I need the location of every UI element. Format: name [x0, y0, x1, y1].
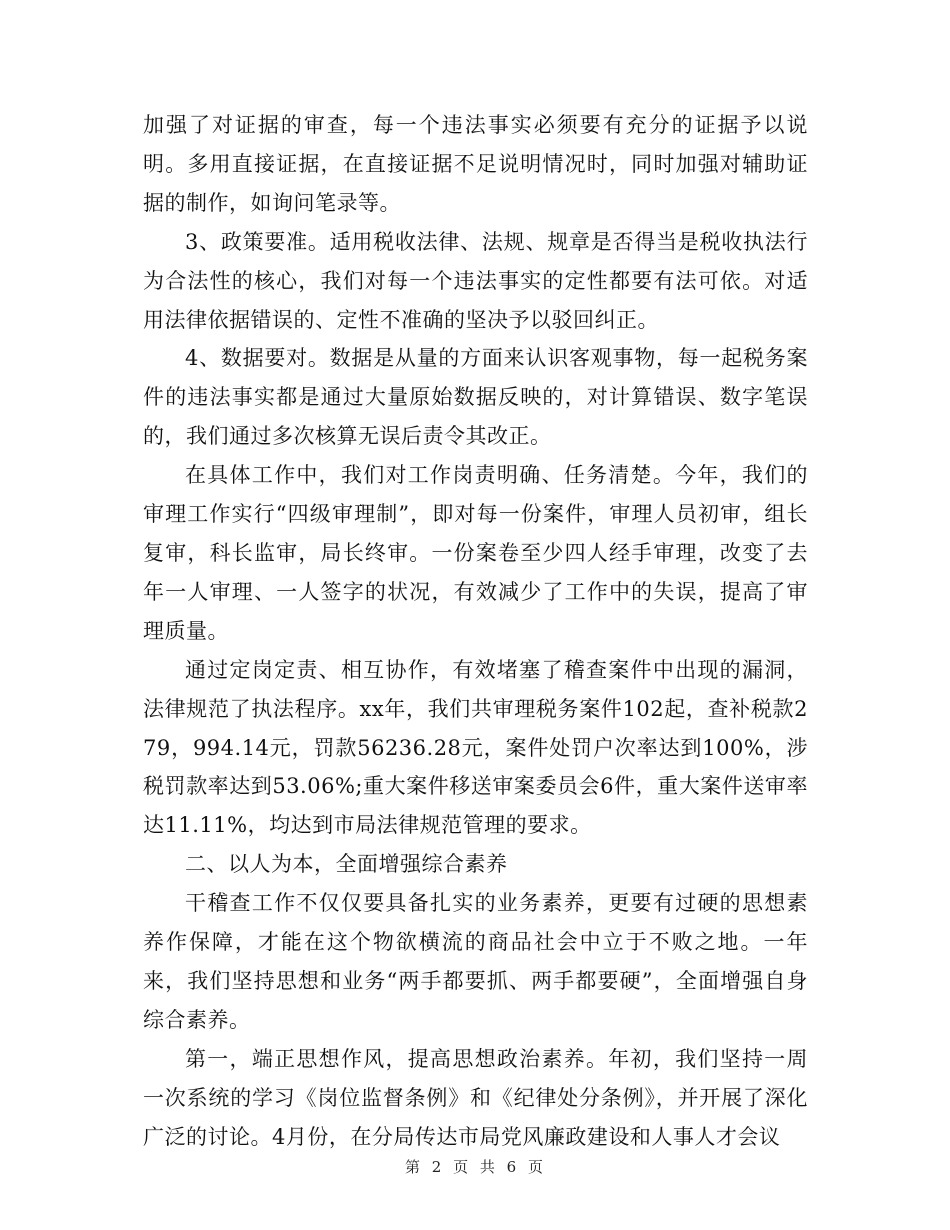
paragraph-1: 加强了对证据的审查，每一个违法事实必须要有充分的证据予以说明。多用直接证据，在直接证据不足说明情况时，同时加强对辅助证据的制作，如询问笔录等。 — [143, 113, 808, 215]
paragraph-6: 干稽查工作不仅仅要具备扎实的业务素养，更要有过硬的思想素养作保障，才能在这个物欲横流的商品社会中立于不败之地。一年来，我们坚持思想和业务“两手都要抓、两手都要硬”，全面增强自身综合素养。 — [143, 891, 808, 1032]
page-number-footer: 第 2 页 共 6 页 — [405, 1158, 545, 1176]
section-heading: 二、以人为本，全面增强综合素养 — [185, 852, 508, 877]
paragraph-2: 3、政策要准。适用税收法律、法规、规章是否得当是税收执法行为合法性的核心，我们对每一个违法事实的定性都要有法可依。对适用法律依据错误的、定性不准确的坚决予以驳回纠正。 — [143, 229, 808, 332]
paragraph-5: 通过定岗定责、相互协作，有效堵塞了稽查案件中出现的漏洞，法律规范了执法程序。xx年，我们共审理税务案件102起，查补税款279，994.14元，罚款56236.28元，案件处罚户次率达到100%，涉税罚款率达到53.06%;重大案件移送审案委员会6件，重大案件送审率达11.11%，均达到市局法律规范管理的要求。 — [143, 657, 808, 838]
paragraph-4: 在具体工作中，我们对工作岗责明确、任务清楚。今年，我们的审理工作实行“四级审理制”，即对每一份案件，审理人员初审，组长复审，科长监审，局长终审。一份案卷至少四人经手审理，改变了去年一人审理、一人签字的状况，有效减少了工作中的失误，提高了审理质量。 — [143, 463, 808, 643]
body-text — [143, 106, 808, 1156]
paragraph-7: 第一，端正思想作风，提高思想政治素养。年初，我们坚持一周一次系统的学习《岗位监督条例》和《纪律处分条例》，并开展了深化广泛的讨论。4月份，在分局传达市局党风廉政建设和人事人才会议 — [143, 1046, 808, 1149]
paragraph-3: 4、数据要对。数据是从量的方面来认识客观事物，每一起税务案件的违法事实都是通过大量原始数据反映的，对计算错误、数字笔误的，我们通过多次核算无误后责令其改正。 — [143, 346, 808, 449]
